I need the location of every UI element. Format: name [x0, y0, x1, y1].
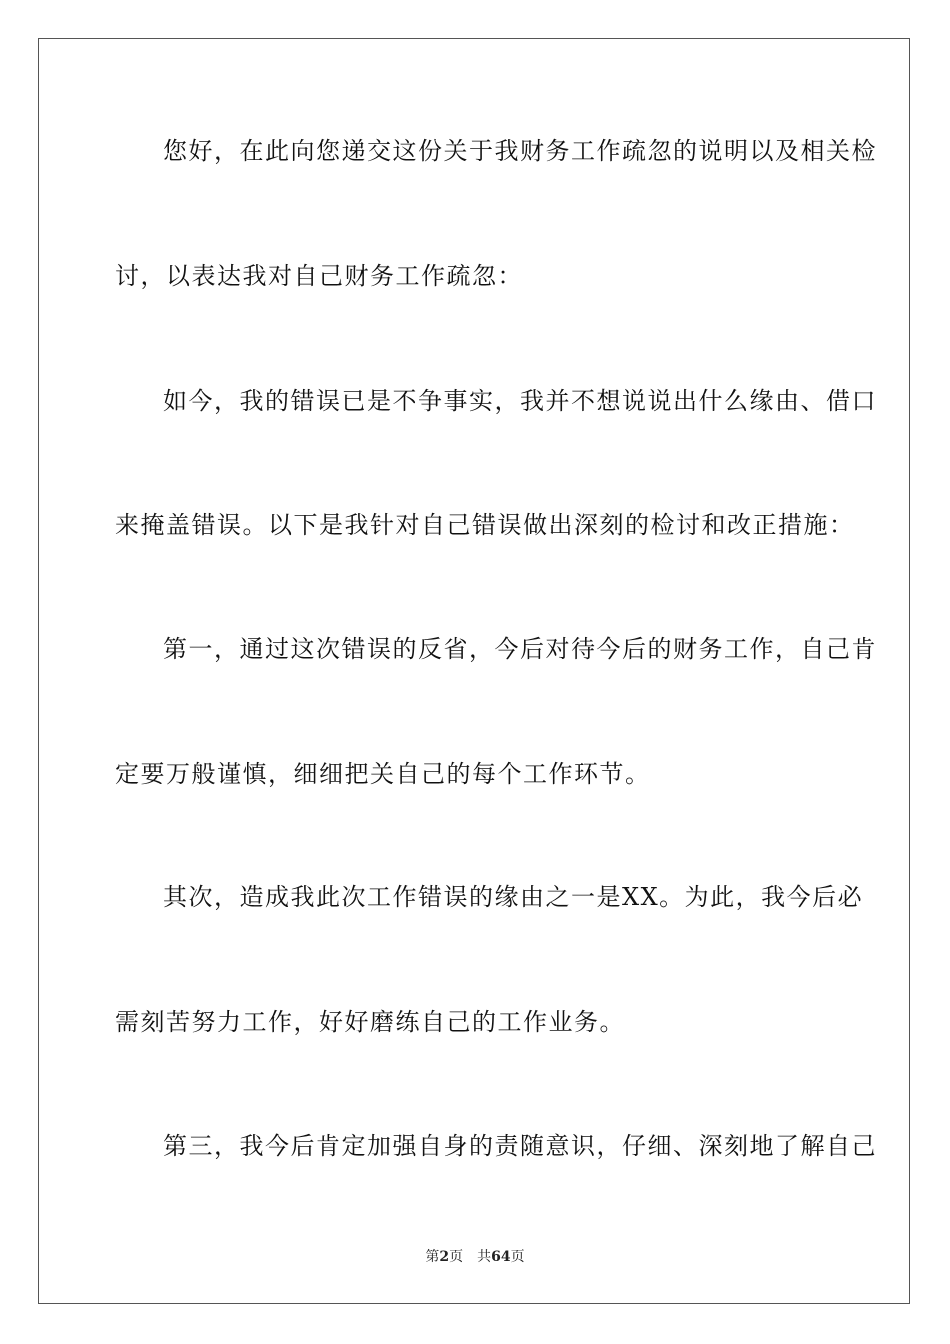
paragraph-4-line-1: 其次，造成我此次工作错误的缘由之一是XX。为此，我今后必 — [163, 883, 864, 911]
page-footer — [0, 1248, 950, 1266]
page-frame — [38, 38, 910, 1304]
page-number: 2 — [439, 1249, 450, 1265]
paragraph-4-line-2: 需刻苦努力工作，好好磨练自己的工作业务。 — [115, 1008, 625, 1036]
total-pages: 64 — [491, 1249, 511, 1265]
total-prefix: 共 — [477, 1249, 492, 1265]
paragraph-2-line-1: 如今，我的错误已是不争事实，我并不想说说出什么缘由、借口 — [163, 387, 877, 415]
paragraph-1-line-2: 讨，以表达我对自己财务工作疏忽： — [115, 262, 523, 290]
paragraph-3-line-2: 定要万般谨慎，细细把关自己的每个工作环节。 — [115, 760, 651, 788]
paragraph-3-line-1: 第一，通过这次错误的反省，今后对待今后的财务工作，自己肯 — [163, 635, 877, 663]
paragraph-1-line-1: 您好，在此向您递交这份关于我财务工作疏忽的说明以及相关检 — [163, 137, 877, 165]
paragraph-2-line-2: 来掩盖错误。以下是我针对自己错误做出深刻的检讨和改正措施： — [115, 511, 855, 539]
page-suffix: 页 — [449, 1249, 464, 1265]
page-prefix: 第 — [425, 1249, 440, 1265]
paragraph-5-line-1: 第三，我今后肯定加强自身的责随意识，仔细、深刻地了解自己 — [163, 1132, 877, 1160]
total-suffix: 页 — [510, 1249, 525, 1265]
